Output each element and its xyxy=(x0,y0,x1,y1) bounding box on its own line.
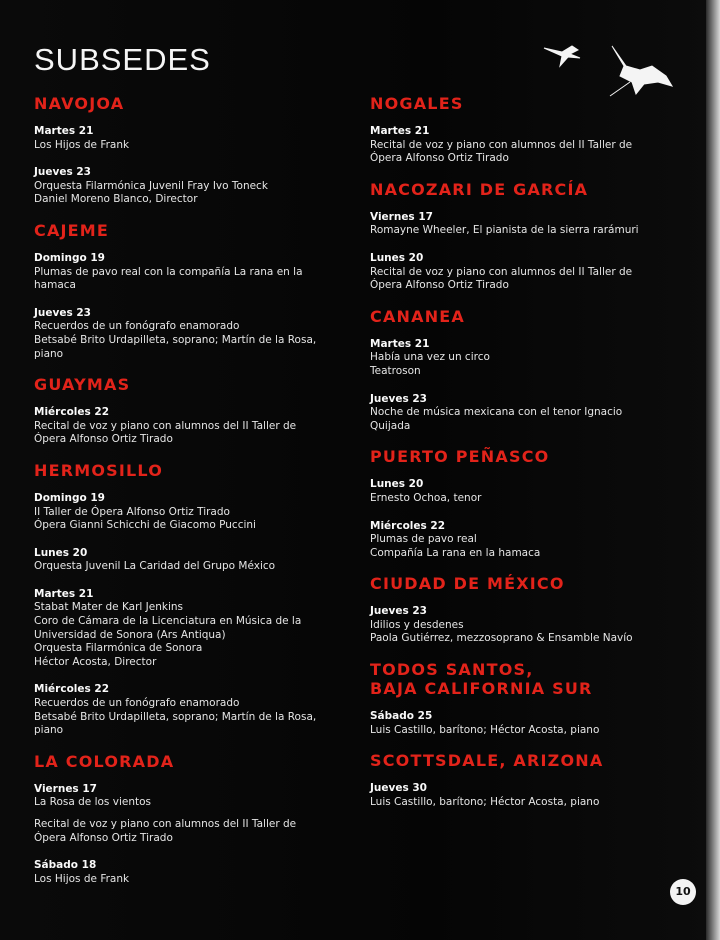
event-detail: Coro de Cámara de la Licenciatura en Música de la xyxy=(34,615,302,628)
event-detail: Ópera Gianni Schicchi de Giacomo Puccini xyxy=(34,519,256,532)
event-day: Sábado 25 xyxy=(370,710,433,723)
city-heading: CAJEME xyxy=(34,220,110,240)
event-entry xyxy=(370,520,700,561)
left-column xyxy=(34,94,364,900)
event-day: Miércoles 22 xyxy=(34,406,110,419)
event-detail: Plumas de pavo real xyxy=(370,533,477,546)
event-detail: Recital de voz y piano con alumnos del II Taller de xyxy=(370,138,633,151)
event-entry xyxy=(34,166,364,207)
event-entry xyxy=(34,406,364,447)
event-detail: Orquesta Filarmónica Juvenil Fray Ivo Toneck xyxy=(34,179,268,192)
event-entry xyxy=(34,683,364,737)
event-entry xyxy=(370,605,700,646)
event-day: Jueves 23 xyxy=(370,392,427,405)
event-day: Domingo 19 xyxy=(34,251,105,264)
event-detail: Ópera Alfonso Ortiz Tirado xyxy=(370,152,509,165)
event-detail: piano xyxy=(34,347,64,360)
city-heading: CIUDAD DE MÉXICO xyxy=(370,574,565,594)
event-detail: Los Hijos de Frank xyxy=(34,138,130,151)
event-detail: Idilios y desdenes xyxy=(370,618,464,631)
event-day: Martes 21 xyxy=(370,337,430,350)
event-entry xyxy=(370,782,700,809)
event-entry xyxy=(370,211,700,238)
event-detail: Plumas de pavo real con la compañía La rana en la xyxy=(34,265,303,278)
bird-icon xyxy=(610,46,672,96)
event-detail: Luis Castillo, barítono; Héctor Acosta, piano xyxy=(370,723,600,736)
page-number: 10 xyxy=(670,879,696,905)
city-heading: NACOZARI DE GARCÍA xyxy=(370,179,589,199)
event-detail: La Rosa de los vientos xyxy=(34,796,151,809)
event-detail: Betsabé Brito Urdapilleta, soprano; Martín de la Rosa, xyxy=(34,333,317,346)
event-detail: Recuerdos de un fonógrafo enamorado xyxy=(34,320,240,333)
event-detail: Orquesta Juvenil La Caridad del Grupo México xyxy=(34,560,276,573)
event-entry xyxy=(34,125,364,152)
page-title: SUBSEDES xyxy=(34,42,211,77)
city-heading: TODOS SANTOS, BAJA CALIFORNIA SUR xyxy=(370,660,593,699)
event-detail: hamaca xyxy=(34,279,76,292)
bird-icon xyxy=(544,46,580,66)
event-day: Lunes 20 xyxy=(370,251,424,264)
event-detail: Luis Castillo, barítono; Héctor Acosta, piano xyxy=(370,795,600,808)
event-detail: Los Hijos de Frank xyxy=(34,872,130,885)
event-entry xyxy=(370,478,700,505)
event-detail: Orquesta Filarmónica de Sonora xyxy=(34,642,203,655)
event-day: Miércoles 22 xyxy=(370,519,446,532)
event-detail: Romayne Wheeler, El pianista de la sierra rarámuri xyxy=(370,224,639,237)
event-entry xyxy=(34,307,364,361)
event-detail: Recital de voz y piano con alumnos del II Taller de xyxy=(34,419,297,432)
city-heading: HERMOSILLO xyxy=(34,460,164,480)
birds-illustration xyxy=(540,36,680,100)
event-entry xyxy=(370,252,700,293)
city-heading: GUAYMAS xyxy=(34,375,131,395)
event-entry xyxy=(34,588,364,670)
event-detail: Noche de música mexicana con el tenor Ignacio xyxy=(370,406,623,419)
event-day: Viernes 17 xyxy=(34,782,97,795)
event-entry xyxy=(34,252,364,293)
event-detail: Ópera Alfonso Ortiz Tirado xyxy=(34,433,173,446)
event-detail: II Taller de Ópera Alfonso Ortiz Tirado xyxy=(34,505,230,518)
event-day: Jueves 23 xyxy=(34,166,91,179)
event-day: Sábado 18 xyxy=(34,859,97,872)
event-detail: Recital de voz y piano con alumnos del II Taller de xyxy=(34,818,297,830)
event-day: Martes 21 xyxy=(370,125,430,137)
event-day: Jueves 30 xyxy=(370,782,427,795)
city-heading: NAVOJOA xyxy=(34,94,125,113)
event-entry xyxy=(34,547,364,574)
event-entry xyxy=(34,492,364,533)
event-entry xyxy=(370,710,700,737)
city-heading: PUERTO PEÑASCO xyxy=(370,447,550,467)
event-detail: Compañía La rana en la hamaca xyxy=(370,546,541,559)
right-column xyxy=(370,94,700,823)
city-heading: SCOTTSDALE, ARIZONA xyxy=(370,751,604,771)
event-detail: Había una vez un circo xyxy=(370,351,490,364)
event-detail: Teatroson xyxy=(370,364,421,377)
event-detail: Stabat Mater de Karl Jenkins xyxy=(34,601,183,614)
event-day: Martes 21 xyxy=(34,125,94,137)
event-detail: Paola Gutiérrez, mezzosoprano & Ensamble Navío xyxy=(370,632,633,645)
event-day: Jueves 23 xyxy=(34,306,91,319)
event-detail: Quijada xyxy=(370,419,411,432)
event-detail: piano xyxy=(34,724,64,737)
event-entry xyxy=(370,125,700,166)
event-entry xyxy=(370,338,700,379)
city-heading: CANANEA xyxy=(370,306,466,326)
event-detail: Ernesto Ochoa, tenor xyxy=(370,491,482,504)
event-detail: Betsabé Brito Urdapilleta, soprano; Martín de la Rosa, xyxy=(34,710,317,723)
event-detail: Héctor Acosta, Director xyxy=(34,655,157,668)
event-day: Lunes 20 xyxy=(34,546,88,559)
city-heading: LA COLORADA xyxy=(34,751,175,771)
event-entry xyxy=(34,859,364,886)
page-edge xyxy=(706,0,720,940)
event-day: Lunes 20 xyxy=(370,478,424,491)
spacer xyxy=(34,810,364,818)
event-detail: Daniel Moreno Blanco, Director xyxy=(34,193,198,206)
event-detail: Ópera Alfonso Ortiz Tirado xyxy=(34,831,173,844)
event-day: Jueves 23 xyxy=(370,605,427,618)
event-day: Viernes 17 xyxy=(370,210,433,223)
event-day: Miércoles 22 xyxy=(34,683,110,696)
event-detail: Ópera Alfonso Ortiz Tirado xyxy=(370,279,509,292)
event-entry xyxy=(34,783,364,845)
event-detail: Universidad de Sonora (Ars Antiqua) xyxy=(34,628,226,641)
event-day: Domingo 19 xyxy=(34,491,105,504)
event-day: Martes 21 xyxy=(34,587,94,600)
event-detail: Recuerdos de un fonógrafo enamorado xyxy=(34,697,240,710)
city-heading: NOGALES xyxy=(370,94,464,113)
event-detail: Recital de voz y piano con alumnos del II Taller de xyxy=(370,265,633,278)
event-entry xyxy=(370,393,700,434)
